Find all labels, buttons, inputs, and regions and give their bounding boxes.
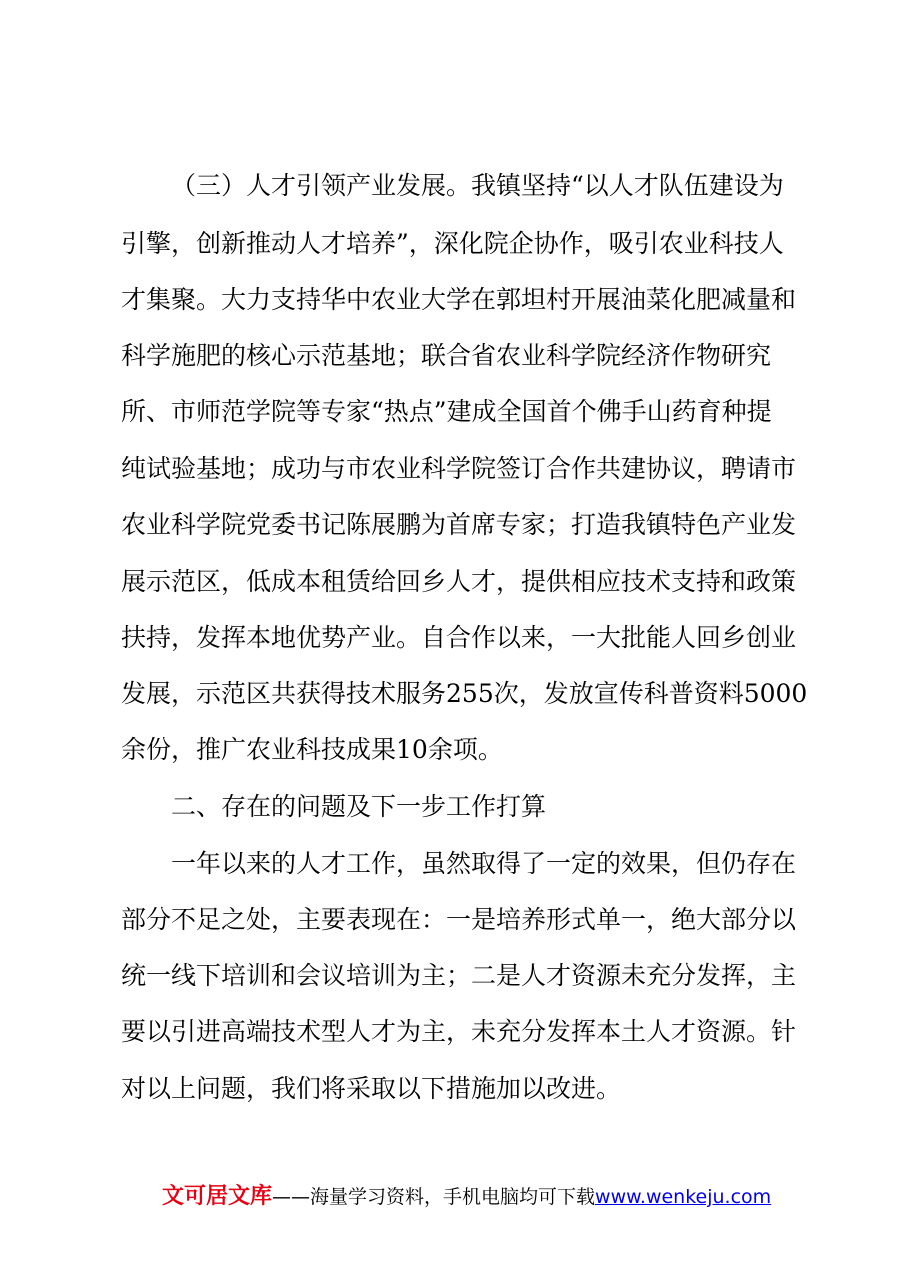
footer-link[interactable]: www.wenkeju.com	[595, 1186, 772, 1208]
paragraph-line: 对以上问题，我们将采取以下措施加以改进。	[121, 1074, 622, 1103]
paragraph-line: 余份，推广农业科技成果10余项。	[121, 735, 503, 764]
paragraph-line: 部分不足之处，主要表现在：一是培养形式单一，绝大部分以	[121, 905, 797, 934]
paragraph-line: 引擎，创新推动人才培养”，深化院企协作，吸引农业科技人	[121, 229, 784, 258]
paragraph-line: 才集聚。大力支持华中农业大学在郭坦村开展油菜化肥减量和	[121, 285, 797, 314]
section-heading: 二、存在的问题及下一步工作打算	[171, 792, 547, 821]
footer-tagline: ——海量学习资料，手机电脑均可下载	[272, 1186, 596, 1208]
paragraph-line: （三）人才引领产业发展。我镇坚持“以人才队伍建设为	[171, 171, 784, 200]
footer-banner	[162, 1183, 771, 1211]
paragraph-line: 纯试验基地；成功与市农业科学院签订合作共建协议，聘请市	[121, 454, 797, 483]
paragraph-line: 扶持，发挥本地优势产业。自合作以来，一大批能人回乡创业	[121, 623, 797, 652]
paragraph-line: 要以引进高端技术型人才为主，未充分发挥本土人才资源。针	[121, 1017, 797, 1046]
paragraph-line: 统一线下培训和会议培训为主；二是人才资源未充分发挥，主	[121, 961, 797, 990]
paragraph-line: 一年以来的人才工作，虽然取得了一定的效果，但仍存在	[171, 849, 797, 878]
paragraph-line: 农业科学院党委书记陈展鹏为首席专家；打造我镇特色产业发	[121, 510, 797, 539]
paragraph-line: 发展，示范区共获得技术服务255次，发放宣传科普资料5000	[121, 679, 808, 708]
paragraph-line: 所、市师范学院等专家“热点”建成全国首个佛手山药育种提	[121, 397, 772, 426]
footer-brand: 文可居文库	[162, 1184, 273, 1209]
paragraph-line: 科学施肥的核心示范基地；联合省农业科学院经济作物研究	[121, 341, 772, 370]
paragraph-line: 展示范区，低成本租赁给回乡人才，提供相应技术支持和政策	[121, 567, 797, 596]
